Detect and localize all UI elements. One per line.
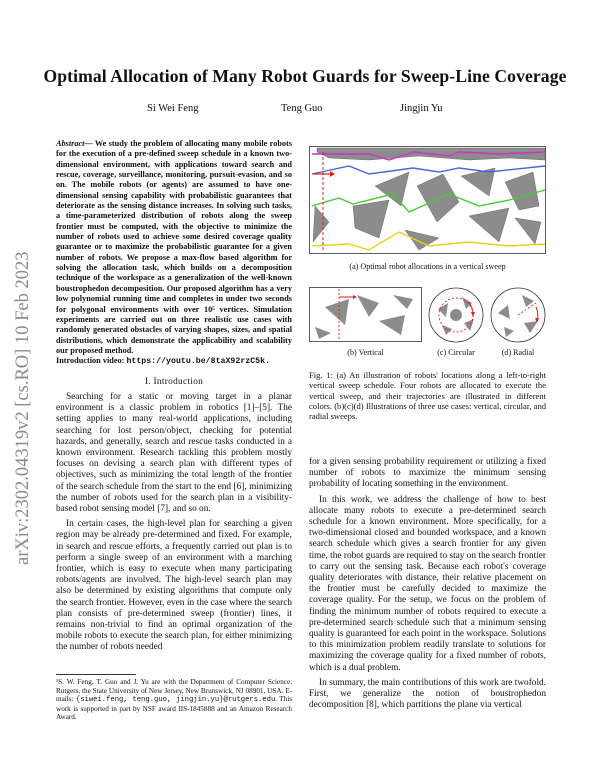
right-column (309, 457, 546, 715)
arxiv-stamp (6, 200, 36, 570)
paragraph: In this work, we address the challenge of how to best allocate many robots to execute a pre-determined search schedule for a known environment. More specifically, for a two-dimensional closed and bounded workspace, and a known search schedule which gives a search frontier for any given time, the robot guards are required to stay on the search frontier to carry out the sensing task. Because each robot's coverage quality deteriorates with distance, their relative placement on the frontier must be carefully decided to maximize the coverage quality. For the setup, we focus on the problem of finding the minimum number of robots required to execute a pre-determined search schedule such that a minimum sensing quality is guaranteed for each point in the workspace. Solutions to this minimization problem readily translate to solutions for maximizing the coverage quality for a fixed number of robots, which is a dual problem. (309, 494, 546, 673)
paragraph: for a given sensing probability requirement or utilizing a fixed number of robots to maximize the minimum sensing probability of locating something in the environment. (309, 457, 546, 490)
abstract-text: We study the problem of allocating many mobile robots for the execution of a pre-defined sweep schedule in a known two-dimensional environment, with applications toward search and rescue, coverage, surveillance, monitoring, pursuit-evasion, and so on. The mobile robots (or agents) are assumed to have one-dimensional sensing capability with probabilistic guarantees that deteriorate as the sensing distance increases. In solving such tasks, a time-parameterized distribution of robots along the sweep frontier must be computed, with the objective to minimize the number of robots used to achieve some desired coverage quality guarantee or to maximize the probabilistic guarantee for a given number of robots. We propose a max-flow based algorithm for solving the allocation task, which builds on a decomposition technique of the workspace as a generalization of the well-known boustrophedon decomposition. Our proposed algorithm has a very low polynomial running time and completes in under two seconds for polygonal environments with over 10⁵ vertices. Simulation experiments are carried out on three realistic use cases with randomly generated obstacles of varying shapes, sizes, and spatial distributions, which demonstrate the applicability and scalability our proposed method. (56, 139, 292, 355)
abstract-label: Abstract (56, 139, 85, 148)
author-name: Si Wei Feng (147, 103, 199, 114)
figure-circular (428, 287, 484, 343)
subfigure-caption-b: (b) Vertical (347, 348, 384, 357)
subfigure-caption-d: (d) Radial (501, 348, 535, 357)
footnote (56, 678, 292, 722)
figure-caption: Fig. 1: (a) An illustration of robots' locations along a left-to-right vertical sweep schedule. Four robots are allocated to execute the vertical sweep, and their trajectories are illustrated in different colors. (b)(c)(d) Illustrations of three use cases: vertical, circular, and radial sweeps. (309, 370, 546, 422)
figure-vertical (309, 287, 422, 342)
subfigure-caption-a: (a) Optimal robot allocations in a vertical sweep (349, 262, 506, 271)
footnote-rule (56, 674, 136, 675)
author-name: Teng Guo (281, 103, 323, 114)
paragraph: In summary, the main contributions of this work are twofold. First, we generalize the notion of boustrophedon decomposition [8], which partitions the plane via vertical (309, 677, 546, 711)
subfigure-caption-c: (c) Circular (437, 348, 475, 357)
arxiv-stamp-text: arXiv:2302.04319v2 [cs.RO] 10 Feb 2023 (13, 251, 33, 565)
paragraph: In certain cases, the high-level plan for searching a given region may be already pre-determined and fixed. For example, in search and rescue efforts, a frequently carried out plan is to perform a single sweep of an environment with a marching frontier, which is easy to execute when many participating robots/agents are involved. The high-level search plan may also be determined by existing algorithms that compute only the search frontier. However, even in the case where the search plan consists of pre-determined sweep (frontier) lines, it remains non-trivial to find an optimal organization of the mobile robots to execute the search plan, for either minimizing the number of robots needed (56, 519, 292, 653)
abstract-body: Abstract— We study the problem of allocating many mobile robots for the execution of a pre-defined sweep schedule in a known two-dimensional environment, with applications toward search and rescue, coverage, surveillance, monitoring, pursuit-evasion, and so on. The mobile robots (or agents) are assumed to have one-dimensional sensing capability with probabilistic guarantees that deteriorate as the sensing distance increases. In solving such tasks, a time-parameterized distribution of robots along the sweep frontier must be computed, with the objective to minimize the number of robots used to achieve some desired coverage quality guarantee or to maximize the probabilistic guarantee for a given number of robots. We propose a max-flow based algorithm for solving the allocation task, which builds on a decomposition technique of the workspace as a generalization of the well-known boustrophedon decomposition. Our proposed algorithm has a very low polynomial running time and completes in under two seconds for polygonal environments with over 10⁵ vertices. Simulation experiments are carried out on three realistic use cases with randomly generated obstacles of varying shapes, sizes, and spatial distributions, which demonstrate the applicability and scalability our proposed method. (56, 139, 292, 355)
figure-vertical-sweep (309, 146, 546, 254)
intro-video-link[interactable]: https://youtu.be/8taX92rzC5k. (126, 357, 271, 367)
left-column (56, 392, 292, 658)
paper-title: Optimal Allocation of Many Robot Guards for Sweep-Line Coverage (43, 66, 567, 86)
footnote-emails[interactable]: {siwei.feng, teng.guo, jingjin.yu}@rutgers.edu (75, 696, 276, 704)
figure-radial (490, 287, 546, 343)
paragraph: Searching for a static or moving target in a planar environment is a classic problem in robotics [1]–[5]. The setting applies to many real-world applications, including searching for lost person/object, checking for potential hazards, and generally, search and rescue tasks conducted in a known environment. Research tackling this problem mostly focuses on devising a search plan with different types of objectives, such as minimizing the total length of the frontier of the search schedule from the start to the end [6], minimizing the number of robots used for the search plan in a visibility-based robot sensing model [7], and so on. (56, 392, 292, 515)
intro-video-label: Introduction video: (56, 356, 125, 366)
intro-video (56, 356, 292, 367)
center-obstacle (450, 309, 462, 321)
author-name: Jingjin Yu (400, 103, 443, 114)
footnote-text: ¹S. W. Feng, T. Guo and J. Yu are with the Department of Computer Science, Rutgers, the State University of New Jersey, New Brunswick, NJ 08901, USA. E-mails: (56, 678, 292, 703)
section-heading: I. Introduction (144, 377, 204, 387)
abstract (56, 139, 292, 368)
footnote-tail: . This work is supported in part by NSF award IIS-1845888 and an Amazon Research Award. (56, 695, 292, 721)
